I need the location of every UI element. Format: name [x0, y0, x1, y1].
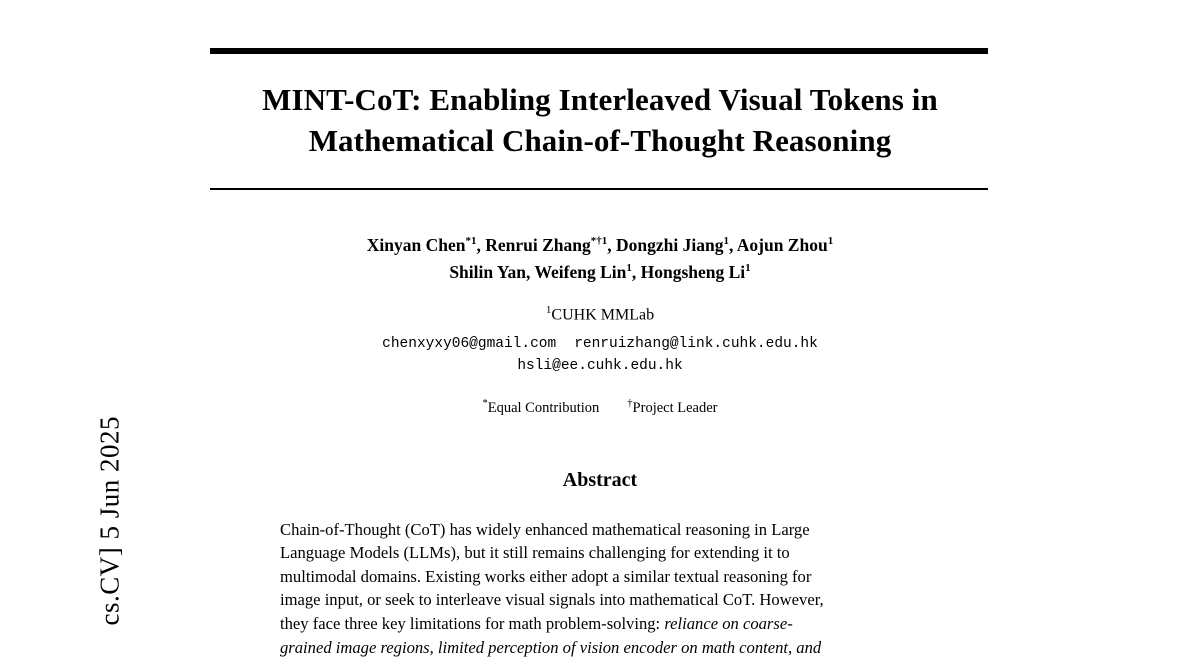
author-sup-5: 1	[626, 262, 632, 275]
note-text-2: Project Leader	[632, 399, 718, 416]
abstract-line-6	[280, 636, 932, 659]
note-sup-2: †	[627, 397, 633, 409]
abstract-line-2: Language Models (LLMs), but it still remains challenging for extending it to	[280, 543, 790, 563]
abstract-text	[280, 518, 932, 659]
title-line-2: Mathematical Chain-of-Thought Reasoning	[308, 122, 892, 158]
abstract-emphasis-1: reliance on coarse-	[664, 613, 793, 633]
title-top-rule	[210, 48, 988, 54]
author-name-5: Shilin Yan, Weifeng Lin	[449, 261, 627, 282]
author-sup-3: 1	[723, 234, 729, 247]
page-title	[210, 80, 990, 162]
email-1[interactable]: chenxyxy06@gmail.com	[382, 336, 557, 353]
email-3[interactable]: hsli@ee.cuhk.edu.hk	[517, 358, 683, 375]
abstract-line-4: image input, or seek to interleave visual signals into mathematical CoT. However,	[280, 590, 824, 610]
arxiv-stamp	[0, 0, 125, 648]
author-name-6: , Hongsheng Li	[631, 261, 746, 282]
arxiv-stamp-text: cs.CV] 5 Jun 2025	[94, 416, 125, 626]
abstract-line-5	[280, 612, 932, 636]
abstract-heading: Abstract	[562, 468, 638, 491]
author-name-4: , Aojun Zhou	[728, 234, 828, 255]
email-block	[210, 334, 990, 378]
author-sup-1: *1	[465, 234, 477, 247]
title-bottom-rule	[210, 188, 988, 190]
author-line-2	[210, 259, 990, 286]
paper-page	[210, 0, 990, 657]
email-row-1	[210, 334, 990, 356]
author-name-2: , Renrui Zhang	[476, 234, 591, 255]
author-sup-4: 1	[827, 234, 834, 247]
abstract-line-1: Chain-of-Thought (CoT) has widely enhanced mathematical reasoning in Large	[280, 519, 810, 539]
email-2[interactable]: renruizhang@link.cuhk.edu.hk	[574, 336, 818, 353]
email-row-2	[210, 356, 990, 378]
author-list	[210, 232, 990, 286]
author-name-3: , Dongzhi Jiang	[607, 234, 724, 255]
author-sup-6: 1	[745, 262, 751, 275]
affiliation-sup: 1	[545, 304, 552, 317]
author-sup-2: *†1	[590, 234, 608, 247]
abstract-line-5-text: they face three key limitations for math problem-solving:	[280, 613, 665, 633]
author-name-1: Xinyan Chen	[366, 234, 466, 255]
note-sup-1: *	[482, 397, 488, 409]
affiliation	[210, 304, 990, 324]
author-line-1	[210, 232, 990, 259]
title-line-1: MINT-CoT: Enabling Interleaved Visual Tokens in	[262, 82, 938, 117]
affiliation-name: CUHK MMLab	[551, 306, 655, 324]
abstract-line-3: multimodal domains. Existing works either adopt a similar textual reasoning for	[280, 566, 812, 586]
abstract-emphasis-2: grained image regions, limited perception of vision encoder on math content, and	[280, 637, 822, 657]
author-notes	[210, 398, 990, 417]
note-text-1: Equal Contribution	[487, 399, 600, 416]
